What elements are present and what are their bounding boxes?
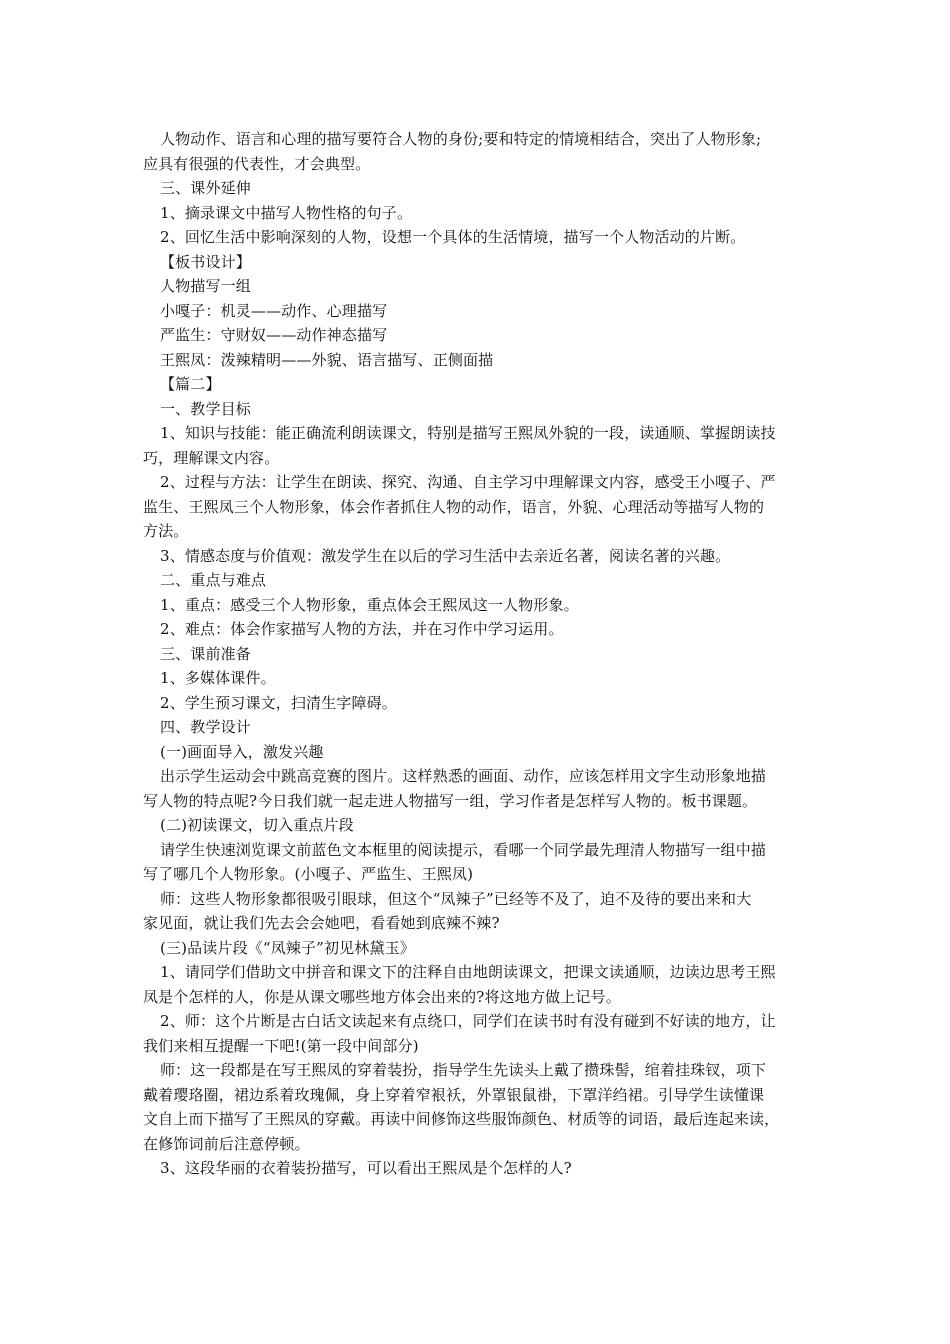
text-line: (一)画面导入，激发兴趣 (160, 742, 324, 761)
text-line: 监生、王熙凤三个人物形象，体会作者抓住人物的动作，语言，外貌、心理活动等描写人物的 (143, 497, 765, 516)
text-line: 1、多媒体课件。 (160, 669, 276, 687)
text-line: 应具有很强的代表性，才会典型。 (143, 154, 371, 173)
text-line: 巧，理解课文内容。 (143, 448, 280, 467)
text-line: 家见面，就让我们先去会会她吧，看看她到底辣不辣? (143, 914, 500, 932)
text-line: 人物描写一组 (160, 277, 251, 295)
text-line: 3、情感态度与价值观：激发学生在以后的学习生活中去亲近名著，阅读名著的兴趣。 (160, 546, 731, 565)
text-line: 四、教学设计 (160, 718, 251, 736)
text-line: 出示学生运动会中跳高竞赛的图片。这样熟悉的画面、动作，应该怎样用文字生动形象地描 (160, 767, 767, 785)
text-line: 我们来相互提醒一下吧!(第一段中间部分) (143, 1036, 419, 1055)
text-line: 戴着璎珞圈，裙边系着玫瑰佩，身上穿着窄裉袄，外罩银鼠褂，下罩洋绉裙。引导学生读懂课 (143, 1085, 765, 1104)
text-line: 师：这一段都是在写王熙凤的穿着装扮，指导学生先读头上戴了攒珠髻，绾着挂珠钗，项下 (160, 1061, 767, 1079)
text-line: 2、难点：体会作家描写人物的方法，并在习作中学习运用。 (160, 620, 564, 638)
text-line: 写人物的特点呢?今日我们就一起走进人物描写一组，学习作者是怎样写人物的。板书课题。 (143, 791, 758, 810)
text-line: 凤是个怎样的人，你是从课文哪些地方体会出来的?将这地方做上记号。 (143, 987, 621, 1006)
text-line: 文自上而下描写了王熙凤的穿戴。再读中间修饰这些服饰颜色、材质等的词语，最后连起来读， (143, 1110, 780, 1128)
text-line: (三)品读片段《“凤辣子”初见林黛玉》 (160, 938, 415, 957)
text-line: 1、请同学们借助文中拼音和课文下的注释自由地朗读课文，把课文读通顺，边读边思考王熙 (160, 963, 776, 981)
text-line: 1、摘录课文中描写人物性格的句子。 (160, 203, 413, 222)
text-line: 二、重点与难点 (160, 571, 267, 589)
text-line: 人物动作、语言和心理的描写要符合人物的身份;要和特定的情境相结合，突出了人物形象; (160, 130, 762, 148)
document-body (143, 127, 815, 1181)
text-line: 三、课前准备 (160, 644, 251, 663)
text-line: 师：这些人物形象都很吸引眼球，但这个“凤辣子”已经等不及了，迫不及待的要出来和大 (160, 889, 752, 908)
text-line: 王熙凤：泼辣精明——外貌、语言描写、正侧面描 (160, 350, 494, 369)
text-line: 1、知识与技能：能正确流利朗读课文，特别是描写王熙凤外貌的一段，读通顺、掌握朗读技 (160, 424, 776, 442)
text-line: 三、课外延伸 (160, 179, 251, 197)
text-line: 【板书设计】 (160, 252, 251, 271)
text-line: 2、回忆生活中影响深刻的人物，设想一个具体的生活情境，描写一个人物活动的片断。 (160, 228, 746, 246)
text-line: 2、学生预习课文，扫清生字障碍。 (160, 693, 397, 712)
text-line: 写了哪几个人物形象。(小嘎子、严监生、王熙凤) (143, 865, 474, 883)
text-line: 1、重点：感受三个人物形象，重点体会王熙凤这一人物形象。 (160, 595, 579, 614)
text-line: 方法。 (143, 522, 189, 540)
text-line: 2、过程与方法：让学生在朗读、探究、沟通、自主学习中理解课文内容，感受王小嘎子、严 (160, 473, 776, 491)
text-line: 一、教学目标 (160, 399, 251, 418)
text-line: 小嘎子：机灵——动作、心理描写 (160, 301, 388, 320)
text-line: 请学生快速浏览课文前蓝色文本框里的阅读提示，看哪一个同学最先理清人物描写一组中描 (160, 840, 767, 859)
text-line: 3、这段华丽的衣着装扮描写，可以看出王熙凤是个怎样的人? (160, 1159, 572, 1177)
text-line: 在修饰词前后注意停顿。 (143, 1134, 310, 1153)
text-line: 2、师：这个片断是古白话文读起来有点绕口，同学们在读书时有没有碰到不好读的地方，让 (160, 1012, 776, 1030)
text-line: 【篇二】 (160, 375, 221, 393)
text-line: (二)初读课文，切入重点片段 (160, 816, 354, 834)
text-line: 严监生：守财奴——动作神态描写 (160, 326, 388, 344)
